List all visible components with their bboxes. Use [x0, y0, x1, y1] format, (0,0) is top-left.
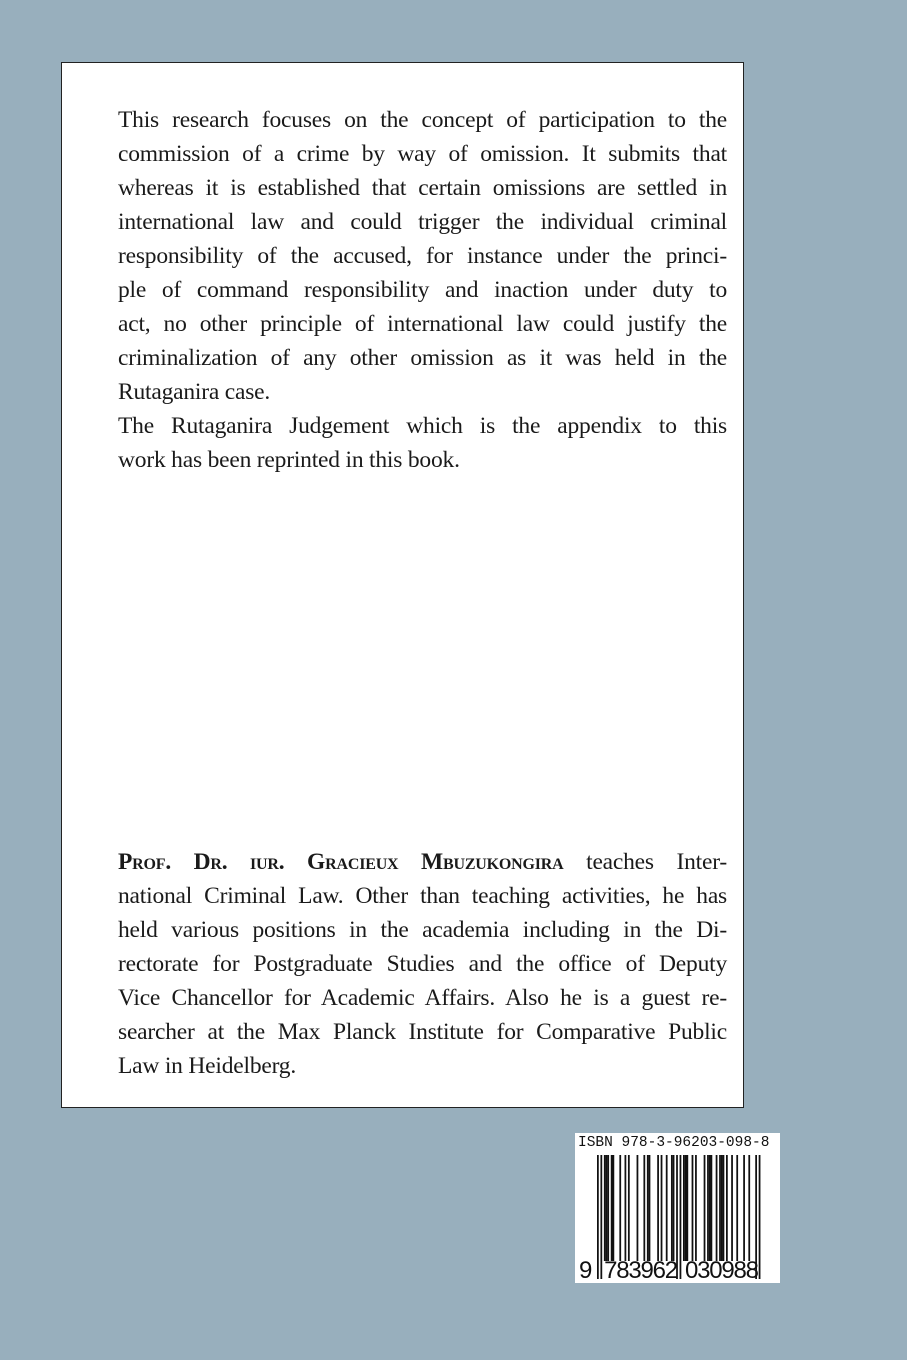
barcode-bar — [600, 1155, 602, 1279]
text-line: Vice Chancellor for Academic Affairs. Also he is a guest re- — [118, 985, 727, 1011]
text-line: held various positions in the academia including in the Di- — [118, 917, 727, 943]
text-line: criminalization of any other omission as it was held in the — [118, 345, 727, 371]
barcode-bar — [666, 1155, 668, 1261]
barcode-bar — [716, 1155, 718, 1261]
isbn-label: ISBN 978-3-96203-098-8 — [578, 1135, 770, 1151]
barcode-bar — [683, 1155, 685, 1261]
barcode-bar — [619, 1155, 621, 1261]
barcode-bar — [723, 1155, 725, 1261]
text-line: Law in Heidelberg. — [118, 1053, 297, 1079]
barcode-bar — [604, 1155, 606, 1261]
barcode-bar — [597, 1155, 599, 1279]
barcode-bar — [692, 1155, 694, 1261]
text-line: national Criminal Law. Other than teaching activities, he has — [118, 883, 727, 909]
author-name: Prof. Dr. iur. Gracieux Mbuzukongira — [118, 849, 564, 875]
barcode-bar — [719, 1155, 721, 1261]
text-line: responsibility of the accused, for instance under the princi- — [118, 243, 727, 269]
barcode-bar — [736, 1155, 738, 1261]
barcode-bar — [685, 1155, 687, 1261]
barcode-bar — [748, 1155, 750, 1261]
text-line: act, no other principle of international law could justify the — [118, 311, 727, 337]
text-line: international law and could trigger the individual criminal — [118, 209, 727, 235]
barcode-digits: 783962 — [604, 1257, 679, 1283]
barcode-bar — [726, 1155, 728, 1261]
barcode-bar — [657, 1155, 659, 1261]
barcode-bar — [612, 1155, 614, 1261]
barcode-bar — [709, 1155, 711, 1261]
abstract — [118, 103, 727, 477]
barcode-bar — [721, 1155, 723, 1261]
barcode-bar — [637, 1155, 639, 1261]
isbn-barcode — [575, 1133, 780, 1283]
text-line: commission of a crime by way of omission. It submits that — [118, 141, 727, 167]
barcode-bars — [575, 1133, 780, 1283]
text-line: rectorate for Postgraduate Studies and the office of Deputy — [118, 951, 727, 977]
barcode-bar — [649, 1155, 651, 1261]
barcode-bar — [704, 1155, 706, 1261]
barcode-bar — [607, 1155, 609, 1261]
barcode-bar — [625, 1155, 627, 1261]
author-bio — [118, 845, 727, 1083]
barcode-bar — [611, 1155, 613, 1261]
barcode-bar — [661, 1155, 663, 1261]
barcode-bar — [695, 1155, 697, 1261]
text-line: This research focuses on the concept of participation to the — [118, 107, 727, 133]
text-line: work has been reprinted in this book. — [118, 447, 460, 473]
barcode-bar — [711, 1155, 713, 1261]
barcode-bar — [606, 1155, 608, 1261]
barcode-digits: 030988 — [685, 1257, 759, 1283]
barcode-bar — [731, 1155, 733, 1261]
barcode-bar — [643, 1155, 645, 1261]
barcode-bar — [686, 1155, 688, 1261]
barcode-bar — [628, 1155, 630, 1261]
barcode-bar — [671, 1155, 673, 1261]
bio-text: teaches Inter- — [563, 849, 727, 875]
barcode-digits: 9 — [579, 1257, 593, 1283]
barcode-bar — [743, 1155, 745, 1261]
text-line: The Rutaganira Judgement which is the appendix to this — [118, 413, 727, 439]
barcode-bar — [647, 1155, 649, 1261]
text-line: searcher at the Max Planck Institute for Comparative Public — [118, 1019, 727, 1045]
bio-line — [118, 845, 727, 879]
barcode-bar — [707, 1155, 709, 1261]
text-line: whereas it is established that certain omissions are settled in — [118, 175, 727, 201]
barcode-bar — [673, 1155, 675, 1261]
barcode-bar — [680, 1155, 682, 1279]
text-line: ple of command responsibility and inaction under duty to — [118, 277, 727, 303]
text-line: Rutaganira case. — [118, 379, 271, 405]
